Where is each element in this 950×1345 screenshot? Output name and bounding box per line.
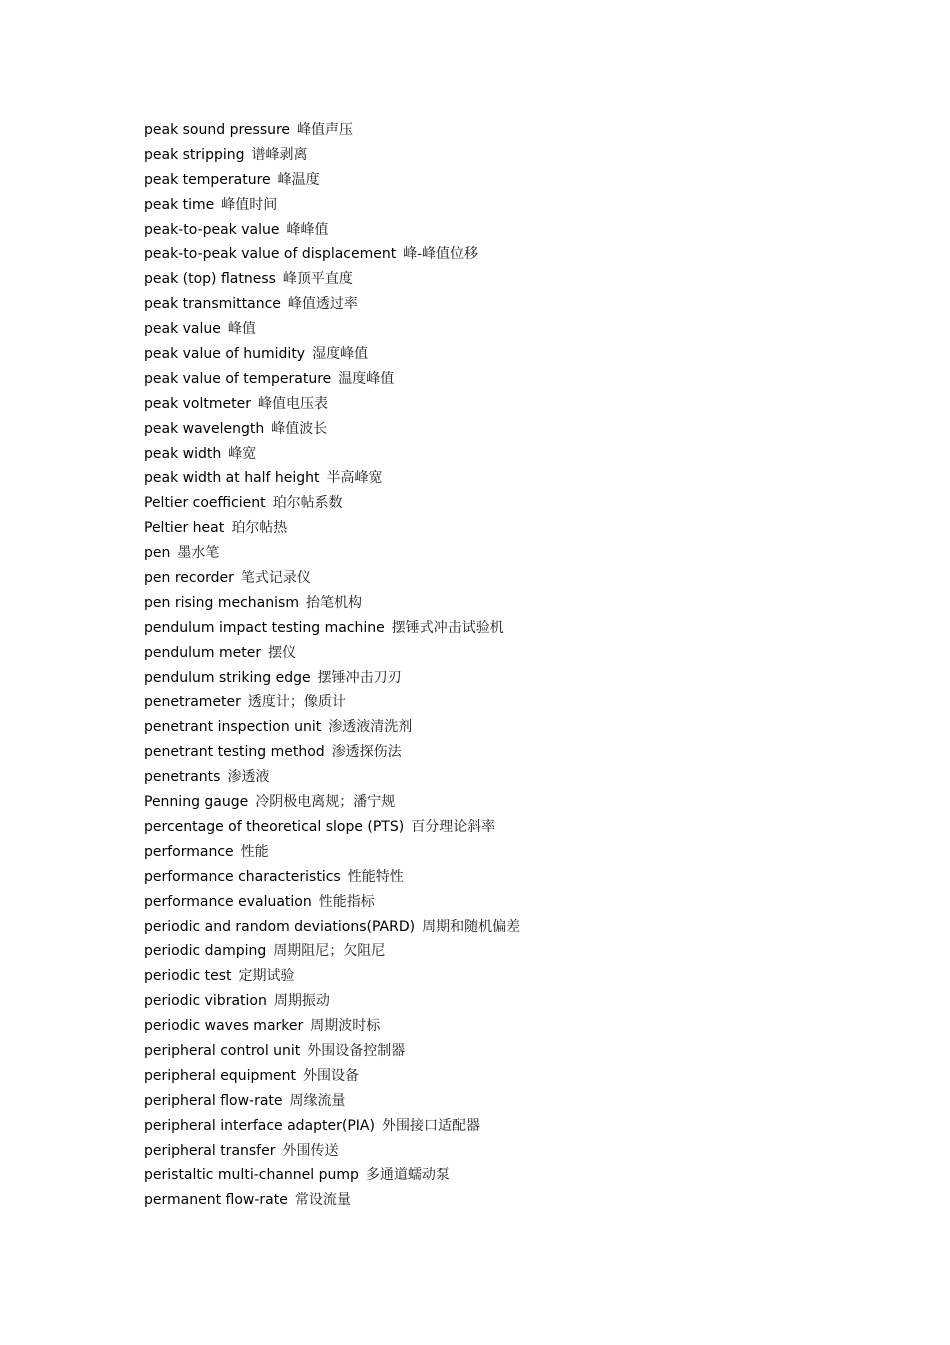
glossary-entry: [144, 915, 520, 940]
entry-translation: 峰顶平直度: [282, 271, 353, 288]
entry-translation: 峰温度: [277, 171, 320, 188]
entry-translation: 湿度峰值: [312, 346, 369, 363]
entry-term: penetrameter: [144, 694, 241, 711]
entry-translation: 渗透液清洗剂: [328, 719, 413, 736]
glossary-entry: [144, 865, 520, 890]
entry-translation: 周期和随机偏差: [422, 918, 521, 935]
entry-translation: 峰值声压: [297, 122, 354, 138]
glossary-entry: [144, 342, 520, 367]
glossary-entry: [144, 193, 520, 218]
entry-term: peak value: [144, 321, 221, 338]
glossary-entry: [144, 989, 520, 1014]
entry-term: pen: [144, 545, 171, 562]
glossary-entry: [144, 740, 520, 765]
entry-term: penetrant inspection unit: [144, 719, 322, 736]
entry-translation: 渗透液: [227, 769, 270, 786]
glossary-entry: [144, 939, 520, 964]
glossary-entry: [144, 566, 520, 591]
entry-translation: 常设流量: [294, 1192, 351, 1209]
entry-translation: 多通道蠕动泵: [365, 1167, 450, 1184]
entry-term: Penning gauge: [144, 794, 249, 811]
entry-translation: 性能指标: [318, 893, 375, 910]
entry-translation: 性能特性: [347, 868, 404, 885]
entry-term: peak value of temperature: [144, 370, 332, 387]
entry-term: peripheral flow-rate: [144, 1092, 283, 1109]
glossary-entry: [144, 367, 520, 392]
entry-term: peak-to-peak value of displacement: [144, 246, 397, 263]
entry-term: peak (top) flatness: [144, 271, 276, 288]
entry-translation: 渗透探伤法: [331, 744, 402, 761]
entry-term: peak transmittance: [144, 296, 281, 313]
entry-term: peak voltmeter: [144, 395, 251, 412]
entry-term: periodic damping: [144, 943, 267, 960]
glossary-entry: [144, 840, 520, 865]
entry-translation: 外围传送: [282, 1142, 339, 1159]
entry-translation: 珀尔帖系数: [272, 495, 343, 512]
entry-term: peak time: [144, 196, 215, 213]
glossary-entry: [144, 641, 520, 666]
entry-term: performance characteristics: [144, 868, 341, 885]
glossary-entry: [144, 1139, 520, 1164]
glossary-entry: [144, 516, 520, 541]
entry-term: periodic and random deviations(PARD): [144, 918, 416, 935]
entry-translation: 外围接口适配器: [381, 1117, 480, 1134]
glossary-entry: [144, 765, 520, 790]
entry-translation: 定期试验: [238, 968, 295, 985]
glossary-entry: [144, 317, 520, 342]
entry-translation: 温度峰值: [338, 370, 395, 387]
entry-translation: 周期波时标: [310, 1018, 381, 1035]
glossary-entry: [144, 591, 520, 616]
glossary-entry: [144, 1039, 520, 1064]
glossary-entry: [144, 442, 520, 467]
glossary-entry: [144, 1014, 520, 1039]
entry-term: pendulum impact testing machine: [144, 619, 385, 636]
entry-term: pendulum striking edge: [144, 669, 311, 686]
entry-term: performance evaluation: [144, 893, 312, 910]
entry-term: performance: [144, 843, 234, 860]
entry-translation: 透度计；像质计: [247, 694, 346, 711]
entry-translation: 半高峰宽: [326, 470, 383, 487]
entry-translation: 性能: [240, 843, 269, 860]
glossary-entry: [144, 1089, 520, 1114]
entry-translation: 墨水笔: [177, 545, 220, 562]
glossary-entry: [144, 417, 520, 442]
glossary-entry: [144, 1188, 520, 1213]
glossary-entry: [144, 815, 520, 840]
entry-term: peak temperature: [144, 171, 271, 188]
entry-translation: 峰宽: [228, 445, 257, 462]
glossary-entry: [144, 541, 520, 566]
entry-translation: 抬笔机构: [305, 594, 362, 611]
entry-term: periodic test: [144, 968, 232, 985]
entry-term: peripheral transfer: [144, 1142, 276, 1159]
glossary-entry: [144, 715, 520, 740]
glossary-entry: [144, 292, 520, 317]
entry-term: pendulum meter: [144, 644, 262, 661]
entry-term: peak stripping: [144, 146, 245, 163]
glossary-entry: [144, 690, 520, 715]
entry-translation: 周缘流量: [289, 1092, 346, 1109]
entry-translation: 周期阻尼；欠阻尼: [273, 943, 386, 960]
entry-term: permanent flow-rate: [144, 1192, 288, 1209]
entry-term: peristaltic multi-channel pump: [144, 1167, 359, 1184]
glossary-entry: [144, 168, 520, 193]
glossary-entry: [144, 666, 520, 691]
entry-translation: 峰值透过率: [287, 296, 358, 313]
glossary-list: [144, 118, 520, 1213]
entry-term: peak value of humidity: [144, 346, 306, 363]
glossary-entry: [144, 1114, 520, 1139]
glossary-entry: [144, 392, 520, 417]
entry-term: pen rising mechanism: [144, 594, 299, 611]
entry-translation: 峰值时间: [221, 196, 278, 213]
glossary-entry: [144, 616, 520, 641]
entry-term: penetrant testing method: [144, 744, 325, 761]
entry-translation: 谱峰剥离: [251, 146, 308, 163]
entry-term: periodic vibration: [144, 993, 267, 1010]
entry-translation: 外围设备控制器: [307, 1042, 406, 1059]
entry-term: peak width: [144, 445, 222, 462]
entry-translation: 峰值电压表: [257, 395, 328, 412]
entry-term: percentage of theoretical slope (PTS): [144, 818, 405, 835]
glossary-entry: [144, 118, 520, 143]
entry-term: peripheral control unit: [144, 1042, 301, 1059]
entry-term: peak sound pressure: [144, 122, 291, 138]
entry-translation: 峰峰值: [286, 221, 329, 238]
entry-term: pen recorder: [144, 570, 234, 587]
entry-translation: 峰值波长: [271, 420, 328, 437]
glossary-entry: [144, 466, 520, 491]
entry-term: peripheral equipment: [144, 1067, 296, 1084]
entry-term: peak width at half height: [144, 470, 320, 487]
entry-translation: 珀尔帖热: [231, 520, 288, 537]
entry-translation: 冷阴极电离规；潘宁规: [255, 794, 396, 811]
entry-term: peak wavelength: [144, 420, 265, 437]
glossary-entry: [144, 890, 520, 915]
entry-translation: 摆仪: [268, 644, 297, 661]
entry-term: periodic waves marker: [144, 1018, 304, 1035]
glossary-entry: [144, 1163, 520, 1188]
glossary-entry: [144, 964, 520, 989]
entry-translation: 百分理论斜率: [411, 818, 496, 835]
glossary-entry: [144, 242, 520, 267]
entry-term: Peltier coefficient: [144, 495, 266, 512]
glossary-entry: [144, 143, 520, 168]
entry-translation: 峰值: [227, 321, 256, 338]
entry-translation: 周期振动: [273, 993, 330, 1010]
glossary-entry: [144, 790, 520, 815]
glossary-entry: [144, 218, 520, 243]
entry-translation: 摆锤冲击刀刃: [317, 669, 402, 686]
glossary-entry: [144, 267, 520, 292]
entry-translation: 笔式记录仪: [240, 570, 311, 587]
entry-translation: 摆锤式冲击试验机: [391, 619, 504, 636]
entry-term: penetrants: [144, 769, 221, 786]
entry-term: peak-to-peak value: [144, 221, 280, 238]
entry-translation: 峰-峰值位移: [403, 246, 478, 263]
entry-term: Peltier heat: [144, 520, 225, 537]
glossary-entry: [144, 491, 520, 516]
entry-translation: 外围设备: [302, 1067, 359, 1084]
entry-term: peripheral interface adapter(PIA): [144, 1117, 375, 1134]
glossary-entry: [144, 1064, 520, 1089]
